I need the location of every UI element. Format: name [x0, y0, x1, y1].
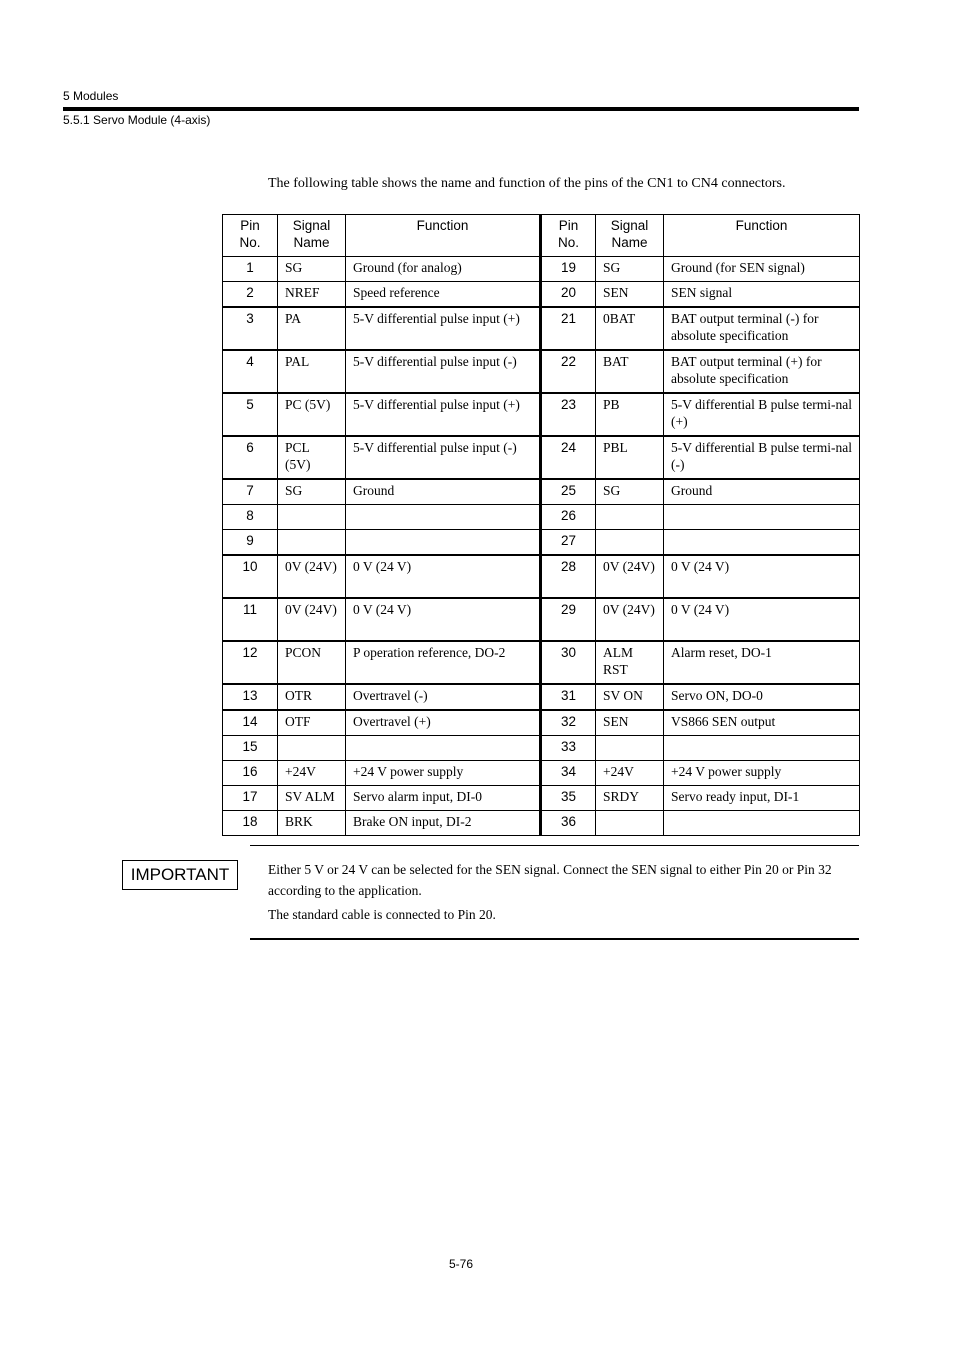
function-cell [664, 530, 860, 556]
function-cell: 5-V differential pulse input (+) [346, 307, 541, 350]
pin-number-cell: 24 [541, 436, 596, 479]
signal-name-cell: +24V [596, 761, 664, 786]
function-cell: Ground (for SEN signal) [664, 257, 860, 282]
pin-number-cell: 2 [223, 282, 278, 308]
pin-number-cell: 13 [223, 684, 278, 710]
table-row [223, 307, 860, 350]
function-cell [346, 505, 541, 530]
header-signal-name: Signal Name [278, 215, 346, 257]
table-header-row [223, 215, 860, 257]
pin-number-cell: 30 [541, 641, 596, 684]
pin-number-cell: 4 [223, 350, 278, 393]
function-cell: 5-V differential pulse input (-) [346, 436, 541, 479]
function-cell: 5-V differential B pulse termi-nal (+) [664, 393, 860, 436]
function-cell: 0 V (24 V) [664, 598, 860, 641]
table-row [223, 530, 860, 556]
function-cell: +24 V power supply [346, 761, 541, 786]
table-row [223, 786, 860, 811]
pin-number-cell: 22 [541, 350, 596, 393]
function-cell: 0 V (24 V) [346, 555, 541, 598]
pin-number-cell: 27 [541, 530, 596, 556]
signal-name-cell: 0V (24V) [596, 598, 664, 641]
function-cell: 5-V differential B pulse termi-nal (-) [664, 436, 860, 479]
table-row [223, 257, 860, 282]
pin-number-cell: 35 [541, 786, 596, 811]
signal-name-cell: SG [278, 479, 346, 505]
function-cell: BAT output terminal (+) for absolute specification [664, 350, 860, 393]
signal-name-cell: SEN [596, 282, 664, 308]
pin-table-body [223, 257, 860, 836]
signal-name-cell: 0BAT [596, 307, 664, 350]
pin-number-cell: 23 [541, 393, 596, 436]
important-label: IMPORTANT [122, 860, 238, 890]
signal-name-cell: NREF [278, 282, 346, 308]
signal-name-cell: PCON [278, 641, 346, 684]
signal-name-cell [596, 811, 664, 836]
function-cell: Ground [346, 479, 541, 505]
pin-table [222, 214, 860, 836]
function-cell: Alarm reset, DO-1 [664, 641, 860, 684]
header-pin-no: Pin No. [541, 215, 596, 257]
pin-number-cell: 32 [541, 710, 596, 736]
signal-name-cell: SEN [596, 710, 664, 736]
pin-number-cell: 9 [223, 530, 278, 556]
signal-name-cell: PAL [278, 350, 346, 393]
pin-number-cell: 7 [223, 479, 278, 505]
signal-name-cell: SG [278, 257, 346, 282]
pin-number-cell: 3 [223, 307, 278, 350]
table-row [223, 761, 860, 786]
pin-number-cell: 20 [541, 282, 596, 308]
table-row [223, 736, 860, 761]
chapter-heading: 5 Modules [63, 89, 119, 103]
pin-number-cell: 36 [541, 811, 596, 836]
important-paragraph: Either 5 V or 24 V can be selected for the SEN signal. Connect the SEN signal to either Pin 20 or Pin 32 according to the application. [268, 862, 832, 898]
signal-name-cell: ALM RST [596, 641, 664, 684]
function-cell [664, 811, 860, 836]
function-cell [664, 736, 860, 761]
pin-number-cell: 31 [541, 684, 596, 710]
table-row [223, 350, 860, 393]
pin-number-cell: 15 [223, 736, 278, 761]
note-rule-top [250, 845, 859, 846]
pin-number-cell: 26 [541, 505, 596, 530]
function-cell [346, 736, 541, 761]
pin-number-cell: 19 [541, 257, 596, 282]
signal-name-cell: +24V [278, 761, 346, 786]
signal-name-cell: SV ON [596, 684, 664, 710]
signal-name-cell: PBL [596, 436, 664, 479]
intro-text: The following table shows the name and function of the pins of the CN1 to CN4 connectors. [268, 176, 786, 191]
pin-number-cell: 33 [541, 736, 596, 761]
pin-number-cell: 11 [223, 598, 278, 641]
signal-name-cell [596, 530, 664, 556]
header-function: Function [664, 215, 860, 257]
table-row [223, 505, 860, 530]
pin-number-cell: 21 [541, 307, 596, 350]
header-function: Function [346, 215, 541, 257]
table-row [223, 641, 860, 684]
pin-number-cell: 28 [541, 555, 596, 598]
signal-name-cell [278, 505, 346, 530]
function-cell: Servo ON, DO-0 [664, 684, 860, 710]
signal-name-cell: 0V (24V) [596, 555, 664, 598]
table-row [223, 555, 860, 598]
signal-name-cell [278, 530, 346, 556]
section-heading: 5.5.1 Servo Module (4-axis) [63, 113, 211, 127]
signal-name-cell [596, 505, 664, 530]
pin-number-cell: 8 [223, 505, 278, 530]
pin-number-cell: 34 [541, 761, 596, 786]
pin-number-cell: 1 [223, 257, 278, 282]
pin-number-cell: 14 [223, 710, 278, 736]
signal-name-cell: BAT [596, 350, 664, 393]
function-cell: Speed reference [346, 282, 541, 308]
function-cell: Ground [664, 479, 860, 505]
table-row [223, 811, 860, 836]
table-row [223, 393, 860, 436]
signal-name-cell: SG [596, 257, 664, 282]
function-cell: SEN signal [664, 282, 860, 308]
pin-number-cell: 16 [223, 761, 278, 786]
signal-name-cell [596, 736, 664, 761]
important-paragraph: The standard cable is connected to Pin 20. [268, 907, 496, 922]
table-row [223, 598, 860, 641]
signal-name-cell: PC (5V) [278, 393, 346, 436]
signal-name-cell: OTF [278, 710, 346, 736]
table-row [223, 684, 860, 710]
signal-name-cell: 0V (24V) [278, 555, 346, 598]
pin-number-cell: 5 [223, 393, 278, 436]
function-cell: 0 V (24 V) [664, 555, 860, 598]
function-cell: Servo ready input, DI-1 [664, 786, 860, 811]
signal-name-cell: BRK [278, 811, 346, 836]
signal-name-cell: PA [278, 307, 346, 350]
signal-name-cell: SG [596, 479, 664, 505]
function-cell: +24 V power supply [664, 761, 860, 786]
pin-number-cell: 29 [541, 598, 596, 641]
table-row [223, 436, 860, 479]
function-cell: Servo alarm input, DI-0 [346, 786, 541, 811]
pin-number-cell: 17 [223, 786, 278, 811]
function-cell [346, 530, 541, 556]
function-cell: 5-V differential pulse input (+) [346, 393, 541, 436]
signal-name-cell: 0V (24V) [278, 598, 346, 641]
signal-name-cell: OTR [278, 684, 346, 710]
function-cell: Overtravel (-) [346, 684, 541, 710]
function-cell: 5-V differential pulse input (-) [346, 350, 541, 393]
function-cell: Overtravel (+) [346, 710, 541, 736]
pin-number-cell: 12 [223, 641, 278, 684]
header-pin-no: Pin No. [223, 215, 278, 257]
function-cell: Brake ON input, DI-2 [346, 811, 541, 836]
function-cell: VS866 SEN output [664, 710, 860, 736]
page-number: 5-76 [448, 1257, 474, 1271]
function-cell: BAT output terminal (-) for absolute specification [664, 307, 860, 350]
signal-name-cell: SRDY [596, 786, 664, 811]
table-row [223, 282, 860, 308]
note-rule-bottom [250, 938, 859, 940]
pin-number-cell: 18 [223, 811, 278, 836]
signal-name-cell [278, 736, 346, 761]
table-row [223, 710, 860, 736]
function-cell: Ground (for analog) [346, 257, 541, 282]
signal-name-cell: SV ALM [278, 786, 346, 811]
pin-number-cell: 6 [223, 436, 278, 479]
function-cell [664, 505, 860, 530]
function-cell: 0 V (24 V) [346, 598, 541, 641]
pin-number-cell: 10 [223, 555, 278, 598]
header-signal-name: Signal Name [596, 215, 664, 257]
header-rule [63, 107, 859, 111]
signal-name-cell: PB [596, 393, 664, 436]
table-row [223, 479, 860, 505]
signal-name-cell: PCL (5V) [278, 436, 346, 479]
function-cell: P operation reference, DO-2 [346, 641, 541, 684]
pin-number-cell: 25 [541, 479, 596, 505]
